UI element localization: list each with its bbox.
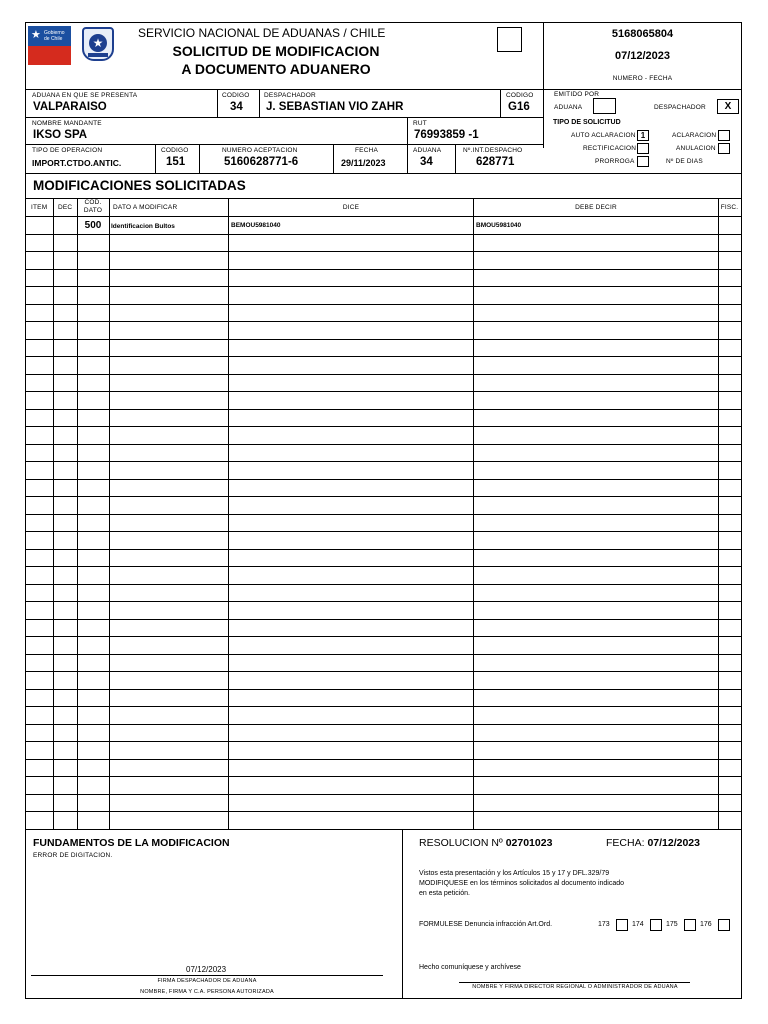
fundamentos-text: ERROR DE DIGITACION.	[33, 852, 113, 859]
resolucion-label: RESOLUCION Nº	[419, 837, 503, 849]
agency-name: SERVICIO NACIONAL DE ADUANAS / CHILE	[138, 26, 386, 40]
aduana-shield-icon: ★	[82, 27, 114, 61]
table-row	[26, 374, 741, 375]
tipo-operacion-value: IMPORT.CTDO.ANTIC.	[32, 158, 122, 168]
codigo-value: 34	[230, 101, 243, 113]
table-row	[26, 619, 741, 620]
resolucion-number: 02701023	[505, 837, 553, 849]
table-row	[26, 794, 741, 795]
row1-debe: BMOU5981040	[476, 222, 522, 229]
hecho-text: Hecho comuníquese y archívese	[419, 964, 521, 971]
col-item-header: ITEM	[31, 204, 48, 211]
codigo2-value: G16	[508, 101, 530, 113]
codigo2-label: CODIGO	[506, 92, 534, 99]
num-aceptacion-label: NUMERO ACEPTACION	[222, 147, 298, 154]
resolucion-label-line	[419, 837, 552, 849]
col-cod-header-1: COD.	[84, 199, 102, 206]
row1-dato: Identificacion Bultos	[111, 223, 175, 230]
table-row	[26, 654, 741, 655]
table-row	[26, 391, 741, 392]
auto-aclaracion-checkbox[interactable]: 1	[637, 130, 649, 141]
gobierno-de-chile-logo: ★ Gobierno de Chile	[28, 26, 71, 65]
header-check-box[interactable]	[497, 27, 522, 52]
anulacion-checkbox[interactable]	[718, 143, 730, 154]
table-row	[26, 689, 741, 690]
table-row	[26, 496, 741, 497]
table-row	[26, 811, 741, 812]
table-row	[26, 531, 741, 532]
art174-label: 174	[632, 921, 644, 928]
mandante-value: IKSO SPA	[33, 129, 88, 141]
rectificacion-checkbox[interactable]	[637, 143, 649, 154]
table-row	[26, 251, 741, 252]
firma-director: NOMBRE Y FIRMA DIRECTOR REGIONAL O ADMINISTRADOR DE ADUANA	[472, 984, 678, 990]
col-dice-header: DICE	[342, 204, 360, 211]
anulacion-label: ANULACION	[676, 145, 716, 152]
fundamentos-date: 07/12/2023	[186, 965, 227, 974]
auto-aclaracion-label: AUTO ACLARACION	[571, 132, 636, 139]
art173-checkbox[interactable]	[616, 919, 628, 931]
resolucion-fecha-value: 07/12/2023	[647, 837, 700, 849]
form-frame	[25, 22, 742, 999]
table-row	[26, 601, 741, 602]
emitido-despachador-label: DESPACHADOR	[654, 104, 706, 111]
aclaracion-label: ACLARACION	[672, 132, 717, 139]
modificaciones-title: MODIFICACIONES SOLICITADAS	[33, 178, 246, 193]
table-row	[26, 286, 741, 287]
col-dec-header: DEC	[58, 204, 73, 211]
art176-label: 176	[700, 921, 712, 928]
table-row	[26, 356, 741, 357]
table-row	[26, 461, 741, 462]
aclaracion-checkbox[interactable]	[718, 130, 730, 141]
prorroga-checkbox[interactable]	[637, 156, 649, 167]
document-number: 5168065804	[611, 28, 674, 40]
emitido-aduana-label: ADUANA	[554, 104, 583, 111]
art174-checkbox[interactable]	[650, 919, 662, 931]
form-title-line2: A DOCUMENTO ADUANERO	[181, 61, 371, 77]
table-row	[26, 216, 741, 217]
document-date: 07/12/2023	[614, 50, 671, 62]
num-aceptacion-value: 5160628771-6	[224, 156, 299, 168]
firma-despachador: FIRMA DESPACHADOR DE ADUANA	[157, 978, 257, 984]
int-despacho-label: Nº.INT.DESPACHO	[463, 147, 523, 154]
col-debe-header: DEBE DECIR	[575, 204, 617, 211]
art175-checkbox[interactable]	[684, 919, 696, 931]
aduana-label: ADUANA EN QUE SE PRESENTA	[32, 92, 138, 99]
fecha-value: 29/11/2023	[341, 158, 386, 168]
mandante-label: NOMBRE MANDANTE	[32, 120, 102, 127]
table-row	[26, 724, 741, 725]
prorroga-label: PRORROGA	[595, 158, 635, 165]
fecha-label: FECHA	[355, 147, 379, 154]
n-dias-label: Nº DE DIAS	[666, 158, 703, 165]
firma-persona-autorizada: NOMBRE, FIRMA Y C.A. PERSONA AUTORIZADA	[140, 989, 274, 995]
codigo-label: CODIGO	[222, 92, 250, 99]
tipo-solicitud-label: TIPO DE SOLICITUD	[553, 119, 621, 126]
row1-cod: 500	[84, 220, 102, 231]
resolucion-text	[419, 869, 624, 899]
despachador-value: J. SEBASTIAN VIO ZAHR	[266, 101, 404, 113]
table-row	[26, 339, 741, 340]
col-cod-header-2: DATO	[83, 207, 103, 214]
row1-dice: BEMOU5981040	[231, 222, 281, 229]
table-row	[26, 444, 741, 445]
int-despacho-value: 628771	[476, 156, 515, 168]
emitido-label: EMITIDO POR	[554, 91, 600, 98]
table-row	[26, 514, 741, 515]
resolucion-fecha-label: FECHA:	[606, 837, 645, 849]
table-row	[26, 741, 741, 742]
table-row	[26, 776, 741, 777]
emitido-despachador-box[interactable]: X	[717, 99, 739, 114]
col-fisc-header: FISC.	[720, 204, 739, 211]
table-row	[26, 584, 741, 585]
aduana-value: VALPARAISO	[33, 101, 107, 113]
aduana3-value: 34	[420, 156, 433, 168]
table-row	[26, 234, 741, 235]
table-row	[26, 636, 741, 637]
table-row	[26, 479, 741, 480]
emitido-aduana-box[interactable]	[593, 98, 616, 114]
rut-label: RUT	[413, 120, 427, 127]
table-row	[26, 549, 741, 550]
tipo-operacion-label: TIPO DE OPERACION	[32, 147, 103, 154]
table-row	[26, 671, 741, 672]
resolucion-p3: en esta petición.	[419, 890, 470, 897]
table-row	[26, 706, 741, 707]
art173-label: 173	[598, 921, 610, 928]
resolucion-fecha-line	[606, 837, 700, 849]
despachador-label: DESPACHADOR	[264, 92, 316, 99]
table-row	[26, 304, 741, 305]
aduana3-label: ADUANA	[413, 147, 442, 154]
resolucion-p2: MODIFIQUESE en los términos solicitados al documento indicado	[419, 880, 625, 887]
number-date-caption: NUMERO - FECHA	[612, 75, 673, 82]
table-row	[26, 269, 741, 270]
art176-checkbox[interactable]	[718, 919, 730, 931]
table-row	[26, 321, 741, 322]
codigo3-label: CODIGO	[161, 147, 189, 154]
codigo3-value: 151	[166, 156, 186, 168]
rectificacion-label: RECTIFICACION	[583, 145, 637, 152]
table-row	[26, 759, 741, 760]
formulese-text: FORMULESE Denuncia infracción Art.Ord.	[419, 921, 553, 928]
resolucion-p1: Vistos esta presentación y los Artículos 15 y 17 y DFL.329/79	[419, 870, 610, 877]
table-row	[26, 566, 741, 567]
form-title-line1: SOLICITUD DE MODIFICACION	[172, 43, 380, 59]
col-dato-header: DATO A MODIFICAR	[113, 204, 178, 211]
art175-label: 175	[666, 921, 678, 928]
table-row	[26, 409, 741, 410]
table-row	[26, 426, 741, 427]
fundamentos-title: FUNDAMENTOS DE LA MODIFICACION	[33, 837, 230, 849]
rut-value: 76993859 -1	[414, 129, 479, 141]
